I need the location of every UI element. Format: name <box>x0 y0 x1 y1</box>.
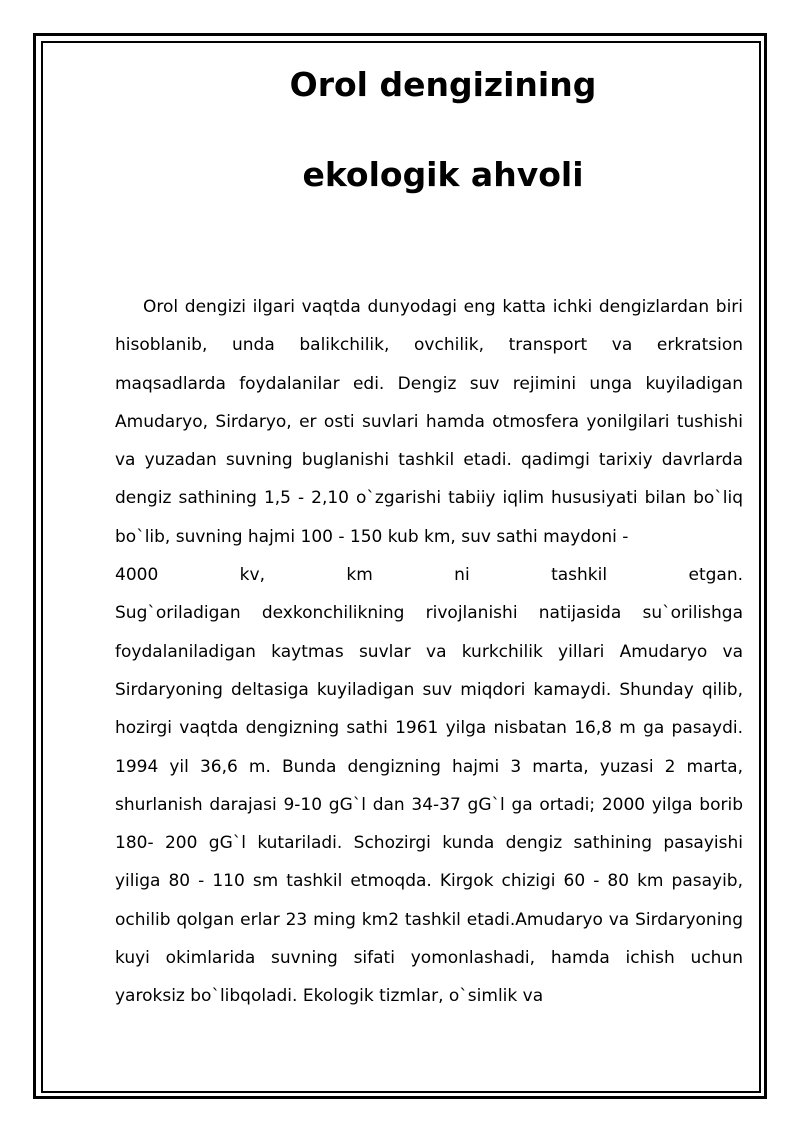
paragraph-2: Sug`oriladigan dexkonchilikning rivojlanishi natijasida su`orilishga foydalaniladigan kaytmas suvlar va kurkchilik yillari Amudaryo va Sirdaryoning deltasiga kuyiladigan suv miqdori kamaydi. Shunday qilib, hozirgi vaqtda dengizning sathi 1961 yilga nisbatan 16,8 m ga pasaydi. 1994 yil 36,6 m. Bunda dengizning hajmi 3 marta, yuzasi 2 marta, shurlanish darajasi 9-10 gG`l dan 34-37 gG`l ga ortadi; 2000 yilga borib 180- 200 gG`l kutariladi. Schozirgi kunda dengiz sathining pasayishi yiliga 80 - 110 sm tashkil etmoqda. Kirgok chizigi 60 - 80 km pasayib, ochilib qolgan erlar 23 ming km2 tashkil etadi.Amudaryo va Sirdaryoning kuyi okimlarida suvning sifati yomonlashadi, hamda ichish uchun yaroksiz bo`libqoladi. Ekologik tizmlar, o`simlik va <box>115 603 743 1007</box>
paragraph-1-end: 4000 kv, km ni tashkil etgan. <box>115 565 743 586</box>
document-title-line-2: ekologik ahvoli <box>302 155 584 194</box>
document-title-line-1: Orol dengizining <box>289 65 597 104</box>
paragraph-1: Orol dengizi ilgari vaqtda dunyodagi eng katta ichki dengizlardan biri hisoblanib, unda balikchilik, ovchilik, transport va erkratsion maqsadlarda foydalanilar edi. Dengiz suv rejimini unga kuyiladigan Amudaryo, Sirdaryo, er osti suvlari hamda otmosfera yonilgilari tushishi va yuzadan suvning buglanishi tashkil etadi. qadimgi tarixiy davrlarda dengiz sathining 1,5 - 2,10 o`zgarishi tabiiy iqlim hususiyati bilan bo`liq bo`lib, suvning hajmi 100 - 150 kub km, suv sathi maydoni - <box>115 297 743 547</box>
document-body <box>115 288 743 1016</box>
